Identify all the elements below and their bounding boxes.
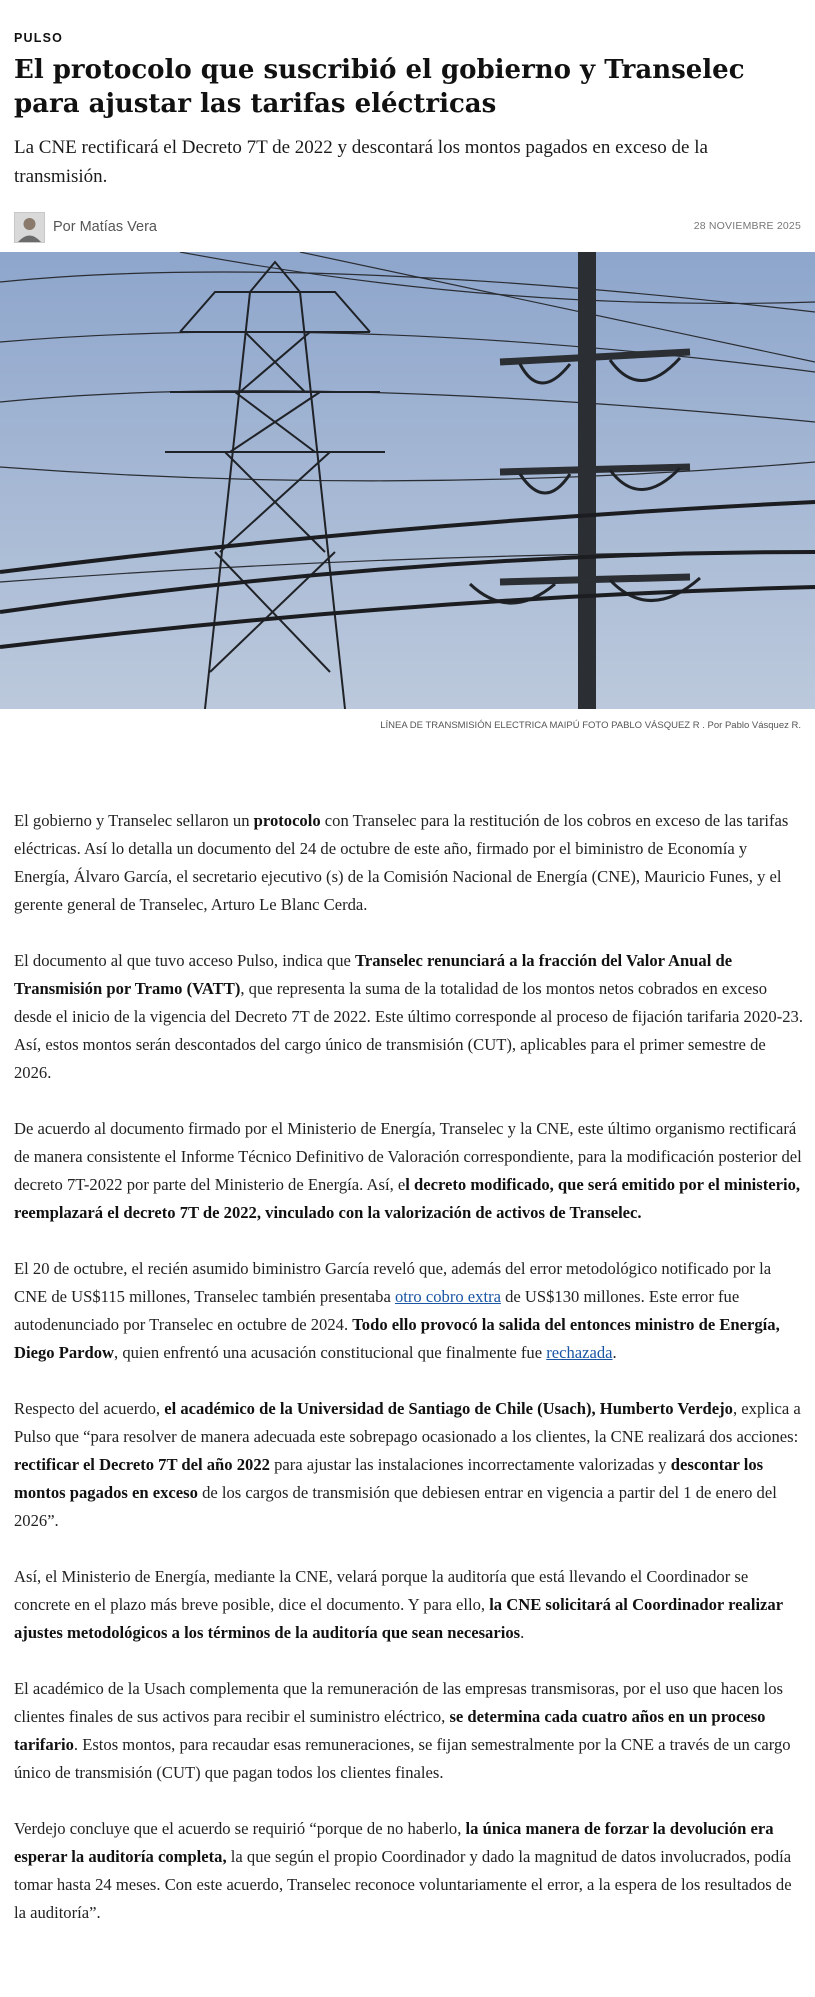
author-avatar[interactable] (14, 212, 45, 243)
paragraph-text: de los cargos de transmisión que debiesen entrar en vigencia a partir del 1 de enero del 2026”. (14, 1483, 777, 1530)
link-rechazada[interactable]: rechazada (546, 1343, 613, 1362)
paragraph-text: , que representa la suma de la totalidad de los montos netos cobrados en exceso desde el inicio de la vigencia del Decreto 7T de 2022. Este último corresponde al proceso de fijación tarifaria 2020-23. Así, estos montos serán descontados del cargo único de transmisión (CUT), aplicables para el primer semestre de 2026. (14, 979, 803, 1082)
bold-text: Todo ello provocó la salida del entonces ministro de Energía, Diego Pardow (14, 1315, 780, 1362)
bold-text: Transelec renunciará a la fracción del Valor Anual de Transmisión por Tramo (VATT) (14, 951, 733, 998)
hero-image (0, 252, 815, 709)
link-otro-cobro-extra[interactable]: otro cobro extra (394, 1287, 501, 1306)
publish-date: 28 NOVIEMBRE 2025 (693, 220, 801, 232)
bold-text: l decreto modificado, que será emitido por el ministerio, reemplazará el decreto 7T de 2022, vinculado con la valorización de activos de Transelec. (14, 1175, 801, 1222)
paragraph-text: , explica a Pulso que “para resolver de manera adecuada este sobrepago ocasionado a los clientes, la CNE realizará dos acciones: (14, 1399, 801, 1446)
paragraph-5 (14, 1395, 804, 1535)
paragraph-text: De acuerdo al documento firmado por el Ministerio de Energía, Transelec y la CNE, este último organismo rectificará de manera consistente el Informe Técnico Definitivo de Valoración correspondiente, para la modificación posterior del decreto 7T-2022 por parte del Ministerio de Energía. Así, e (14, 1119, 802, 1194)
bold-text: se determina cada cuatro años en un proceso tarifario (14, 1707, 766, 1754)
paragraph-text: de US$130 millones. Este error fue autodenunciado por Transelec en octubre de 2024. (14, 1287, 740, 1334)
article-title: El protocolo que suscribió el gobierno y Transelec para ajustar las tarifas eléctricas (14, 55, 745, 119)
bold-text: rectificar el Decreto 7T del año 2022 (14, 1455, 270, 1474)
paragraph-8 (14, 1815, 804, 1927)
bold-text: la única manera de forzar la devolución era esperar la auditoría completa, (14, 1819, 774, 1866)
paragraph-text: para ajustar las instalaciones incorrectamente valorizadas y (269, 1455, 671, 1474)
byline (14, 212, 157, 242)
paragraph-text: Verdejo concluye que el acuerdo se requirió “porque de no haberlo, (14, 1819, 466, 1838)
paragraph-text: . Estos montos, para recaudar esas remuneraciones, se fijan semestralmente por la CNE a través de un cargo único de transmisión (CUT) que pagan todos los clientes finales. (14, 1735, 791, 1782)
paragraph-text: , quien enfrentó una acusación constitucional que finalmente fue (114, 1343, 547, 1362)
paragraph-text: . (612, 1343, 617, 1362)
paragraph-7 (14, 1675, 804, 1787)
paragraph-text: El documento al que tuvo acceso Pulso, indica que (14, 951, 356, 970)
image-caption: LÍNEA DE TRANSMISIÓN ELECTRICA MAIPÚ FOTO PABLO VÁSQUEZ R . Por Pablo Vásquez R. (380, 720, 801, 731)
paragraph-text: la que según el propio Coordinador y dado la magnitud de datos involucrados, podía tomar hasta 24 meses. Con este acuerdo, Transelec reconoce voluntariamente el error, a la espera de los resultados de la auditoría”. (14, 1847, 792, 1922)
bold-text: descontar los montos pagados en exceso (14, 1455, 764, 1502)
article-deck: La CNE rectificará el Decreto 7T de 2022 y descontará los montos pagados en exceso de la transmisión. (14, 137, 708, 187)
bold-text: la CNE solicitará al Coordinador realizar ajustes metodológicos a los términos de la auditoría que sean necesarios (14, 1595, 783, 1642)
bold-text: el académico de la Universidad de Santiago de Chile (Usach), Humberto Verdejo (164, 1399, 733, 1418)
paragraph-text: El gobierno y Transelec sellaron un (14, 811, 254, 830)
bold-text: protocolo (253, 811, 321, 830)
paragraph-1 (14, 807, 804, 919)
paragraph-text: con Transelec para la restitución de los cobros en exceso de las tarifas eléctricas. Así lo detalla un documento del 24 de octubre de este año, firmado por el biministro de Economía y Energía, Álvaro García, el secretario ejecutivo (s) de la Comisión Nacional de Energía (CNE), Mauricio Funes, y el gerente general de Transelec, Arturo Le Blanc Cerda. (14, 811, 789, 914)
paragraph-3 (14, 1115, 804, 1227)
paragraph-text: El académico de la Usach complementa que la remuneración de las empresas transmisoras, por el uso que hacen los clientes finales de sus activos para recibir el suministro eléctrico, (14, 1679, 784, 1726)
paragraph-text: Respecto del acuerdo, (14, 1399, 165, 1418)
article-body (14, 807, 804, 1955)
paragraph-text: Así, el Ministerio de Energía, mediante la CNE, velará porque la auditoría que está llevando el Coordinador se concrete en el plazo más breve posible, dice el documento. Y para ello, (14, 1567, 749, 1614)
paragraph-text: . (520, 1623, 525, 1642)
paragraph-2 (14, 947, 804, 1087)
paragraph-text: El 20 de octubre, el recién asumido biministro García reveló que, además del error metodológico notificado por la CNE de US$115 millones, Transelec también presentaba (14, 1259, 772, 1306)
author-name[interactable]: Por Matías Vera (53, 219, 157, 235)
section-label[interactable]: PULSO (14, 31, 64, 45)
paragraph-6 (14, 1563, 804, 1647)
paragraph-4 (14, 1255, 804, 1367)
